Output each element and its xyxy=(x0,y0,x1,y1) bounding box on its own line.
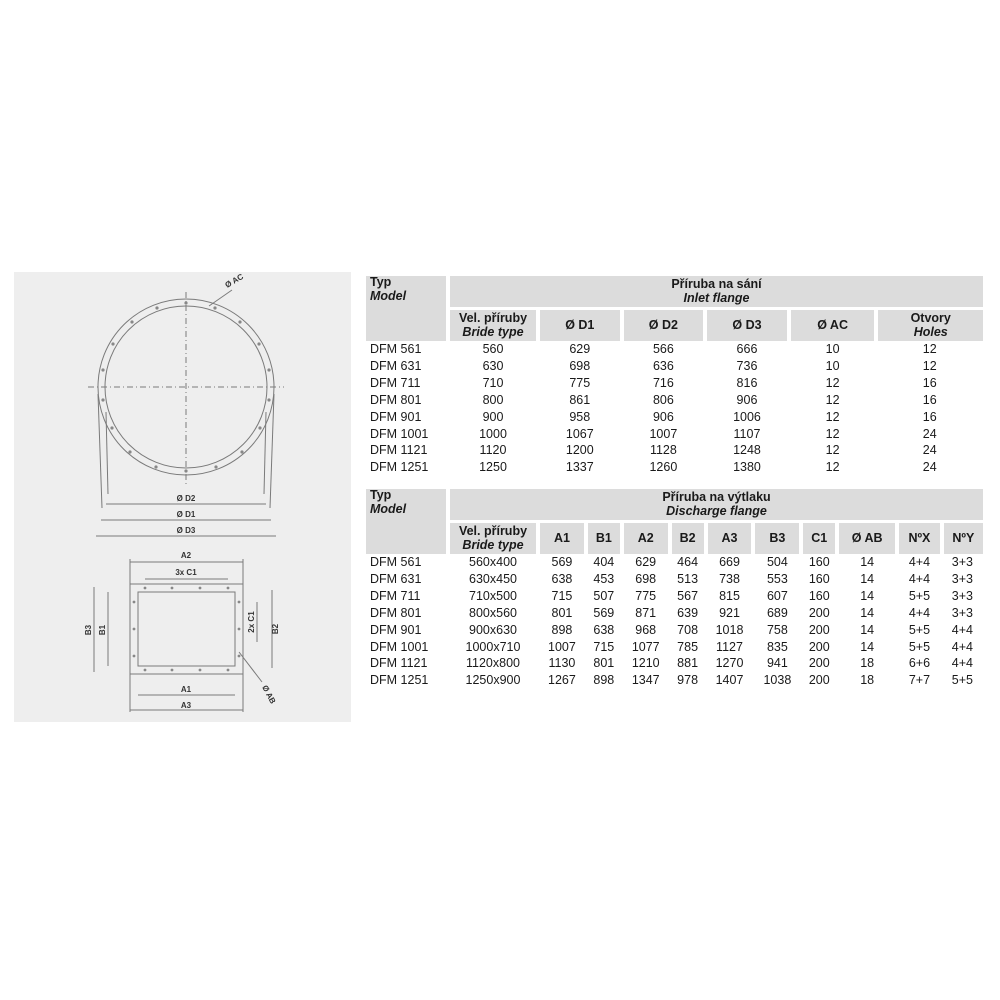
value-cell: 1067 xyxy=(565,426,594,441)
discharge-table-body xyxy=(366,554,983,689)
discharge-group-header: Příruba na výtlaku Discharge flange xyxy=(448,489,983,522)
value-cell: 1128 xyxy=(649,443,677,458)
value-cell: 921 xyxy=(719,605,740,620)
model-cell: DFM 801 xyxy=(370,392,422,407)
model-cell: DFM 1001 xyxy=(370,639,429,654)
a3-header: A3 xyxy=(706,522,754,555)
value-cell: 4+4 xyxy=(951,639,973,654)
value-cell: 569 xyxy=(551,555,573,569)
value-cell: 200 xyxy=(808,673,830,688)
value-cell: 816 xyxy=(736,375,758,390)
value-cell: 160 xyxy=(808,555,830,569)
value-cell: 1127 xyxy=(716,639,743,654)
d3-header: Ø D3 xyxy=(705,309,789,342)
b3-header: B3 xyxy=(753,522,801,555)
value-cell: 1210 xyxy=(631,656,660,671)
value-cell: 1007 xyxy=(548,639,576,654)
value-cell: 200 xyxy=(808,639,830,654)
value-cell: 12 xyxy=(825,426,840,441)
flange-drawing xyxy=(14,272,351,722)
holes-header: Otvory Holes xyxy=(876,309,983,342)
model-cell: DFM 1001 xyxy=(370,426,429,441)
value-cell: 566 xyxy=(652,342,674,356)
value-cell: 12 xyxy=(825,409,840,424)
model-cell: DFM 901 xyxy=(370,409,422,424)
value-cell: 1380 xyxy=(733,460,761,475)
value-cell: 715 xyxy=(551,588,573,603)
value-cell: 5+5 xyxy=(908,588,931,603)
bride-type-cell: 630 xyxy=(482,358,504,373)
discharge-outer-rect xyxy=(130,584,243,674)
value-cell: 629 xyxy=(635,555,657,569)
value-cell: 669 xyxy=(719,555,740,569)
d2-header: Ø D2 xyxy=(622,309,706,342)
value-cell: 1270 xyxy=(715,656,744,671)
value-cell: 806 xyxy=(652,392,674,407)
bride-type-cell: 1120 xyxy=(479,443,507,458)
label-ab: Ø AB xyxy=(260,683,278,706)
value-cell: 507 xyxy=(593,588,615,603)
value-cell: 404 xyxy=(593,555,615,569)
value-cell: 14 xyxy=(860,588,875,603)
model-cell: DFM 561 xyxy=(370,342,422,356)
table-row xyxy=(366,605,983,622)
bride-type-header: Vel. příruby Bride type xyxy=(448,522,538,555)
model-header: Typ Model xyxy=(366,489,448,554)
value-cell: 3+3 xyxy=(951,605,973,620)
bride-type-cell: 710 xyxy=(482,375,504,390)
model-header: Typ Model xyxy=(366,276,448,341)
value-cell: 513 xyxy=(677,571,699,586)
value-cell: 6+6 xyxy=(908,656,931,671)
value-cell: 24 xyxy=(922,460,937,475)
value-cell: 1407 xyxy=(715,673,744,688)
value-cell: 18 xyxy=(860,656,875,671)
table-row xyxy=(366,409,983,426)
bride-type-cell: 560x400 xyxy=(469,555,517,569)
table-row xyxy=(366,655,983,672)
label-2xc1: 2x C1 xyxy=(247,611,256,633)
value-cell: 12 xyxy=(922,358,937,373)
inlet-flange-table xyxy=(366,276,983,476)
value-cell: 10 xyxy=(825,358,840,373)
table-row xyxy=(366,341,983,358)
value-cell: 698 xyxy=(635,571,657,586)
value-cell: 1260 xyxy=(649,460,678,475)
value-cell: 5+5 xyxy=(908,639,931,654)
value-cell: 871 xyxy=(635,605,657,620)
value-cell: 835 xyxy=(766,639,788,654)
bride-type-cell: 900 xyxy=(482,409,504,424)
value-cell: 698 xyxy=(569,358,591,373)
bride-type-cell: 560 xyxy=(482,342,504,356)
value-cell: 1077 xyxy=(631,639,660,654)
value-cell: 815 xyxy=(719,588,740,603)
value-cell: 10 xyxy=(825,342,840,356)
table-row xyxy=(366,554,983,571)
value-cell: 906 xyxy=(652,409,674,424)
value-cell: 639 xyxy=(677,605,699,620)
value-cell: 5+5 xyxy=(951,673,973,688)
value-cell: 775 xyxy=(635,588,657,603)
table-row xyxy=(366,571,983,588)
value-cell: 1200 xyxy=(565,443,594,458)
b2-header: B2 xyxy=(670,522,706,555)
value-cell: 607 xyxy=(766,588,788,603)
value-cell: 200 xyxy=(808,605,830,620)
table-row xyxy=(366,426,983,443)
value-cell: 4+4 xyxy=(951,656,973,671)
bride-type-cell: 800 xyxy=(482,392,504,407)
value-cell: 738 xyxy=(719,571,740,586)
value-cell: 638 xyxy=(551,571,573,586)
value-cell: 629 xyxy=(569,342,591,356)
model-cell: DFM 1121 xyxy=(370,443,428,458)
value-cell: 4+4 xyxy=(908,555,931,569)
model-cell: DFM 901 xyxy=(370,622,422,637)
model-cell: DFM 1121 xyxy=(370,656,428,671)
value-cell: 708 xyxy=(677,622,699,637)
value-cell: 14 xyxy=(860,622,875,637)
label-d1: Ø D1 xyxy=(176,510,196,519)
value-cell: 638 xyxy=(593,622,615,637)
value-cell: 464 xyxy=(677,555,699,569)
value-cell: 4+4 xyxy=(908,605,931,620)
label-a1: A1 xyxy=(180,685,192,694)
value-cell: 898 xyxy=(551,622,573,637)
value-cell: 636 xyxy=(652,358,674,373)
value-cell: 14 xyxy=(860,571,875,586)
model-cell: DFM 801 xyxy=(370,605,422,620)
ac-header: Ø AC xyxy=(789,309,877,342)
bride-type-cell: 630x450 xyxy=(469,571,517,586)
bride-type-cell: 1250x900 xyxy=(465,673,521,688)
b1-header: B1 xyxy=(586,522,622,555)
value-cell: 1018 xyxy=(715,622,744,637)
value-cell: 958 xyxy=(569,409,591,424)
value-cell: 12 xyxy=(825,443,840,458)
label-d3: Ø D3 xyxy=(176,526,196,535)
table-row xyxy=(366,392,983,409)
value-cell: 968 xyxy=(635,622,657,637)
value-cell: 12 xyxy=(825,460,840,475)
value-cell: 3+3 xyxy=(951,588,973,603)
value-cell: 1038 xyxy=(763,673,792,688)
value-cell: 16 xyxy=(922,375,937,390)
value-cell: 160 xyxy=(808,588,830,603)
value-cell: 1130 xyxy=(548,656,576,671)
value-cell: 941 xyxy=(766,656,788,671)
value-cell: 16 xyxy=(922,409,937,424)
model-cell: DFM 711 xyxy=(370,375,421,390)
value-cell: 861 xyxy=(569,392,591,407)
discharge-flange-table-wrap xyxy=(366,489,983,689)
value-cell: 1006 xyxy=(733,409,761,424)
value-cell: 160 xyxy=(808,571,830,586)
value-cell: 1248 xyxy=(733,443,761,458)
bride-type-header: Vel. příruby Bride type xyxy=(448,309,538,342)
value-cell: 775 xyxy=(569,375,591,390)
d1-header: Ø D1 xyxy=(538,309,622,342)
value-cell: 14 xyxy=(860,639,875,654)
value-cell: 715 xyxy=(593,639,615,654)
value-cell: 553 xyxy=(766,571,788,586)
value-cell: 12 xyxy=(825,375,840,390)
value-cell: 1107 xyxy=(733,426,761,441)
discharge-inner-rect xyxy=(138,592,235,666)
value-cell: 666 xyxy=(736,342,758,356)
model-cell: DFM 711 xyxy=(370,588,421,603)
value-cell: 24 xyxy=(922,426,937,441)
value-cell: 567 xyxy=(677,588,699,603)
table-row xyxy=(366,442,983,459)
label-d2: Ø D2 xyxy=(176,494,196,503)
value-cell: 881 xyxy=(677,656,699,671)
value-cell: 4+4 xyxy=(951,622,973,637)
flange-drawing-panel xyxy=(14,272,351,722)
a2-header: A2 xyxy=(622,522,670,555)
value-cell: 1267 xyxy=(548,673,576,688)
model-cell: DFM 1251 xyxy=(370,460,429,475)
value-cell: 16 xyxy=(922,392,937,407)
ab-header: Ø AB xyxy=(837,522,897,555)
bride-type-cell: 1250 xyxy=(479,460,507,475)
value-cell: 1337 xyxy=(565,460,594,475)
label-a2: A2 xyxy=(180,551,192,560)
bride-type-cell: 1000x710 xyxy=(465,639,521,654)
bride-type-cell: 800x560 xyxy=(469,605,517,620)
value-cell: 14 xyxy=(860,555,875,569)
bride-type-cell: 1000 xyxy=(479,426,507,441)
value-cell: 14 xyxy=(860,605,875,620)
label-ac: Ø AC xyxy=(223,272,246,290)
table-row xyxy=(366,622,983,639)
table-row xyxy=(366,588,983,605)
model-cell: DFM 631 xyxy=(370,571,422,586)
value-cell: 504 xyxy=(766,555,788,569)
value-cell: 200 xyxy=(808,622,830,637)
table-row xyxy=(366,639,983,656)
bride-type-cell: 900x630 xyxy=(469,622,517,637)
label-b2: B2 xyxy=(271,623,280,635)
value-cell: 906 xyxy=(736,392,758,407)
value-cell: 736 xyxy=(736,358,758,373)
value-cell: 801 xyxy=(593,656,615,671)
discharge-flange-table xyxy=(366,489,983,689)
value-cell: 758 xyxy=(766,622,788,637)
value-cell: 12 xyxy=(922,342,937,356)
value-cell: 5+5 xyxy=(908,622,931,637)
value-cell: 3+3 xyxy=(951,571,973,586)
label-b3: B3 xyxy=(84,624,93,636)
table-row xyxy=(366,375,983,392)
model-cell: DFM 561 xyxy=(370,555,422,569)
value-cell: 7+7 xyxy=(908,673,931,688)
value-cell: 716 xyxy=(652,375,674,390)
model-cell: DFM 1251 xyxy=(370,673,429,688)
nx-header: NºX xyxy=(897,522,942,555)
value-cell: 569 xyxy=(593,605,615,620)
inlet-table-body xyxy=(366,341,983,476)
value-cell: 801 xyxy=(551,605,573,620)
inlet-group-header: Příruba na sání Inlet flange xyxy=(448,276,983,309)
a1-header: A1 xyxy=(538,522,586,555)
value-cell: 453 xyxy=(593,571,615,586)
value-cell: 898 xyxy=(593,673,615,688)
model-cell: DFM 631 xyxy=(370,358,422,373)
bride-type-cell: 710x500 xyxy=(469,588,517,603)
value-cell: 1007 xyxy=(649,426,678,441)
c1-header: C1 xyxy=(801,522,837,555)
value-cell: 785 xyxy=(677,639,699,654)
value-cell: 4+4 xyxy=(908,571,931,586)
label-a3: A3 xyxy=(180,701,192,710)
value-cell: 3+3 xyxy=(951,555,973,569)
table-row xyxy=(366,459,983,476)
value-cell: 1347 xyxy=(631,673,660,688)
inlet-flange-table-wrap xyxy=(366,276,983,476)
label-b1: B1 xyxy=(98,624,107,636)
value-cell: 24 xyxy=(922,443,937,458)
value-cell: 689 xyxy=(766,605,788,620)
value-cell: 200 xyxy=(808,656,830,671)
value-cell: 978 xyxy=(677,673,699,688)
value-cell: 18 xyxy=(860,673,875,688)
value-cell: 12 xyxy=(825,392,840,407)
ny-header: NºY xyxy=(942,522,983,555)
table-row xyxy=(366,358,983,375)
bride-type-cell: 1120x800 xyxy=(466,656,520,671)
table-row xyxy=(366,672,983,689)
label-3xc1: 3x C1 xyxy=(175,568,197,577)
